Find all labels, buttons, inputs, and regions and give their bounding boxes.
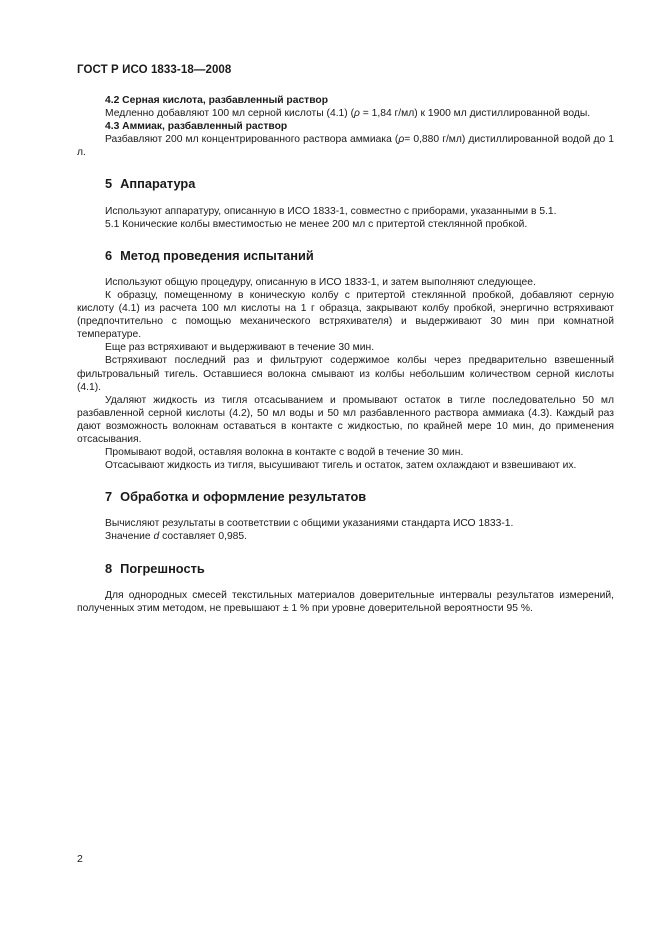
paragraph: Медленно добавляют 100 мл серной кислоты (4.1) (ρ = 1,84 г/мл) к 1900 мл дистиллированной воды.	[105, 108, 591, 120]
paragraph: Используют общую процедуру, описанную в ИСО 1833-1, и затем выполняют следующее.	[105, 276, 536, 288]
paragraph: Встряхивают последний раз и фильтруют содержимое колбы через предварительно взвешенный фильтровальный тигель. Оставшиеся волокна смывают из колбы небольшим количеством серной кислоты (4.1).	[77, 355, 614, 393]
section-heading-6: 6 Метод проведения испытаний	[105, 247, 314, 263]
document-body	[77, 94, 614, 615]
paragraph: Разбавляют 200 мл концентрированного раствора аммиака (ρ= 0,880 г/мл) дистиллированной водой до 1 л.	[77, 134, 614, 159]
paragraph: Значение d составляет 0,985.	[105, 531, 248, 543]
paragraph: Промывают водой, оставляя волокна в контакте с водой в течение 30 мин.	[105, 447, 464, 459]
paragraph: Используют аппаратуру, описанную в ИСО 1833-1, совместно с приборами, указанными в 5.1.	[105, 205, 557, 217]
paragraph: Вычисляют результаты в соответствии с общими указаниями стандарта ИСО 1833-1.	[105, 518, 514, 530]
subsection-title-4-2: 4.2 Серная кислота, разбавленный раствор	[105, 95, 328, 106]
section-heading-7: 7 Обработка и оформление результатов	[105, 489, 367, 505]
section-heading-8: 8 Погрешность	[105, 560, 205, 576]
paragraph: 5.1 Конические колбы вместимостью не менее 200 мл с притертой стеклянной пробкой.	[105, 218, 528, 230]
rho-symbol: ρ	[354, 108, 360, 120]
variable-d: d	[153, 531, 160, 543]
paragraph: Еще раз встряхивают и выдерживают в течение 30 мин.	[105, 342, 375, 354]
page-number: 2	[77, 853, 83, 865]
section-heading-5: 5 Аппаратура	[105, 176, 196, 192]
document-header: ГОСТ Р ИСО 1833-18—2008	[77, 64, 232, 76]
paragraph: Для однородных смесей текстильных материалов доверительные интервалы результатов измерений, полученных этим методом, не превышают ± 1 % при уровне доверительной вероятности 95 %.	[77, 589, 614, 614]
paragraph: Удаляют жидкость из тигля отсасыванием и промывают остаток в тигле последовательно 50 мл разбавленной серной кислоты (4.2), 50 мл воды и 50 мл разбавленного раствора аммиака (4.3). Каждый раз дают возможность волокнам оставаться в контакте с жидкостью, по крайней мере 10 мин, до применения отсасывания.	[77, 394, 614, 445]
paragraph: К образцу, помещенному в коническую колбу с притертой стеклянной пробкой, добавляют серную кислоту (4.1) из расчета 100 мл кислоты на 1 г образца, закрывают колбу пробкой, энергично встряхивают (предпочтительно с помощью механического встряхивателя) и выдерживают 30 мин при комнатной температуре.	[77, 289, 614, 341]
paragraph: Отсасывают жидкость из тигля, высушивают тигель и остаток, затем охлаждают и взвешивают их.	[105, 460, 577, 472]
subsection-title-4-3: 4.3 Аммиак, разбавленный раствор	[105, 121, 288, 133]
rho-symbol: ρ	[398, 134, 405, 146]
